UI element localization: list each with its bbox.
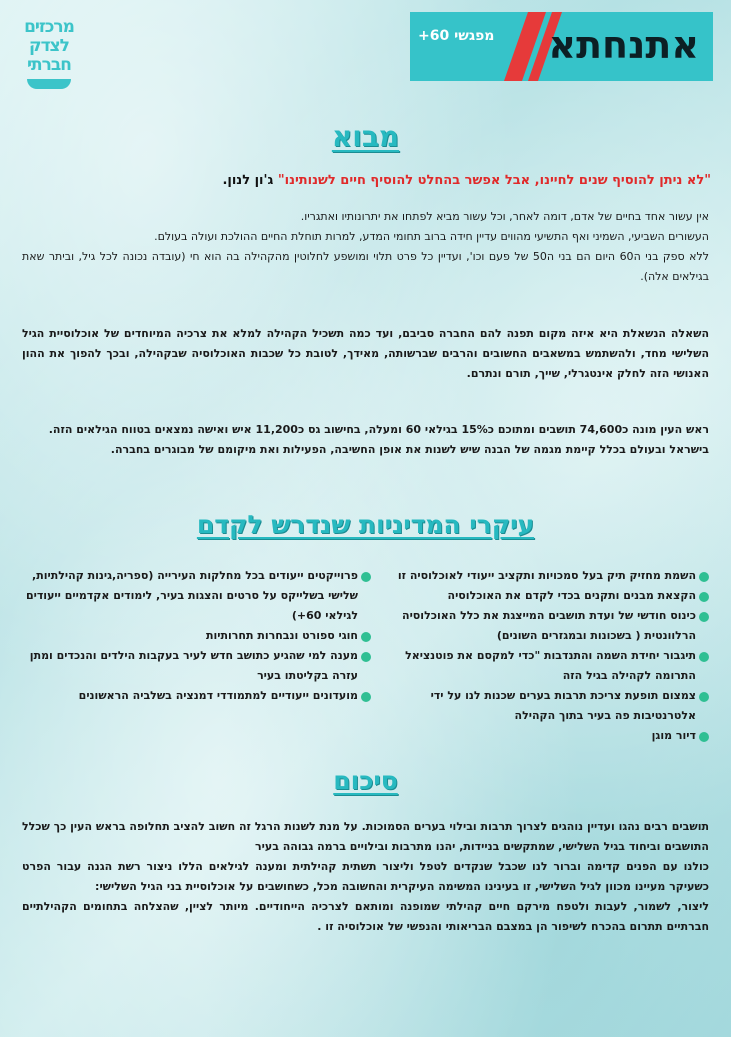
quote-text: "לא ניתן להוסיף שנים לחיינו, אבל אפשר בהחלט להוסיף חיים לשנותינו" [277,173,711,188]
policy-item [21,646,371,686]
policy-item [391,686,709,726]
policy-item-text: הקצאת מבנים ותקנים בכדי לקדם את האוכלוסיה [447,589,696,602]
intro-line: העשורים השביעי, השמיני ואף התשיעי מהווים עדיין חידה ברוב תחומי המדע, למרות תוחלת החיים ההולכת ועולה בעולם. [154,230,709,243]
bullet-icon [699,732,709,742]
intro-line: ראש העין מונה כ74,600 תושבים ומתוכם כ15% בגילאי 60 ומעלה, בחישוב גס כ11,200 איש ואישה נמצאים בטווח הגילאים הזה. [48,423,709,436]
policy-item [21,626,371,646]
intro-line: ללא ספק בני ה60 היום הם בני ה50 של פעם וכו', ועדיין כל פרט תלוי ומושפע לחלוטין מהקהילה בה הוא חי (עובדה נכונה לכל גיל, וביתר שאת בגילאים אלה). [22,250,710,283]
bullet-icon [361,652,371,662]
intro-paragraph-3 [22,420,709,460]
summary-line: כולנו עם הפנים קדימה וברור לנו שכבל שנקדים לטפל וליצור תשתית קהילתית ומענה לגילאים הללו ניצור רשת הגנה עבור הפרט כשעיקר מעיינו מכוון לגיל השלישי, זו בעינינו המשימה העיקרית והחשובה מכל, כשחושבים על אוכלוסיית בני הגיל השלישי: [22,860,709,893]
bullet-icon [699,592,709,602]
bullet-icon [361,632,371,642]
summary-heading: סיכום [333,766,398,795]
logo-bowl-icon [27,79,71,89]
intro-quote [20,172,711,190]
intro-line: בישראל ובעולם בכלל קיימת מגמה של הבנה שיש לשנות את אופן החשיבה, הפעילות ואת מיקומם של מבוגרים בחברה. [110,443,709,456]
banner-title: אתנחתא [548,23,699,67]
header-banner [410,12,713,81]
policy-item [391,586,709,606]
intro-paragraph-2 [22,324,709,384]
policy-item-text: דיור מוגן [651,729,696,742]
policy-list-right [391,566,709,746]
intro-line: אין עשור אחד בחיים של אדם, דומה לאחר, וכל עשור מביא לפתחו את יתרונותיו ואתגריו. [300,210,709,223]
intro-line: השאלה הנשאלת היא איזה מקום תפנה להם החברה סביבם, ועד כמה תשכיל הקהילה למלא את צרכיה המיוחדים של אוכלוסיית הגיל השלישי מחד, ולהשתמש במשאבים החשובים והרבים שברשותה, מאידך, לטובת כל שכבות האוכלוסיה שבקהילה, ובכך להפוך את ההון האנושי הזה לחלק אינטגרלי, שייך, תורם ונתרם. [22,327,709,380]
policy-item [391,566,709,586]
policy-item-text: צמצום תופעת צריכת תרבות בערים שכנות לנו על ידי אלטרנטיבות פה בעיר בתוך הקהילה [430,689,696,722]
policy-item [391,726,709,746]
bullet-icon [699,652,709,662]
policy-item-text: פרוייקטים ייעודים בכל מחלקות העירייה (ספריה,גינות קהילתיות, שלישי בשלייקס על סרטים והצגות בעיר, לימודים אקדמיים ייעודים לגילאי 60+) [25,569,358,622]
summary-line: ליצור, לשמור, לעבות ולטפח מירקם חיים קהילתי שמופנה ומותאם לצרכיה הייחודיים. מיותר לציין, שהצלחה בתחומים הקהילתיים חברתיים תתרום בהכרח לשיפור הן במצבם הבריאותי והנפשי של אוכלוסיה זו . [22,900,709,933]
policy-heading: עיקרי המדיניות שנדרש לקדם [196,510,535,539]
policy-item-text: חוגי ספורט ונבחרות תחרותיות [205,629,358,642]
policy-item [21,686,371,706]
policy-item [391,606,709,646]
policy-item-text: מענה למי שהגיע כתושב חדש לעיר בעקבות הילדים והנכדים ומתן עזרה בקליטתו בעיר [29,649,358,682]
bullet-icon [361,572,371,582]
policy-item-text: השמת מחזיק תיק בעל סמכויות ותקציב ייעודי לאוכלוסיה זו [397,569,696,582]
summary-line: תושבים רבים נהגו ועדיין נוהגים לצרוך תרבות ובילוי בערים הסמוכות. על מנת לשנות הרגל זה חשוב להציב תחלופה בראש העין כך שכלל התושבים וביחוד בגיל השלישי, שמתקשים בניידות, יהנו מתרבות ובילויים ברמה גבוהה בעיר [22,820,709,853]
policy-item-text: כינוס חודשי של ועדת תושבים המייצגת את כלל האוכלוסיה הרלוונטית ( בשכונות ובמגזרים השונים) [402,609,696,642]
banner-tag: מפגשי 60+ [418,28,495,44]
bullet-icon [361,692,371,702]
logo-line-2: לצדק [29,36,69,56]
bullet-icon [699,692,709,702]
policy-item-text: מועדונים ייעודיים למתמודדי דמנציה בשלביה הראשונים [78,689,358,702]
policy-item [21,566,371,626]
bullet-icon [699,572,709,582]
org-logo [20,18,78,100]
intro-heading: מבוא [331,120,400,153]
logo-line-3: חברתי [27,55,71,75]
policy-list-left [21,566,371,706]
bullet-icon [699,612,709,622]
policy-item [391,646,709,686]
summary-paragraph [22,817,709,937]
intro-paragraph-1 [22,207,709,287]
logo-line-1: מרכזים [24,17,74,37]
quote-author: ג'ון לנון. [222,173,274,188]
policy-item-text: תיגבור יחידת השמה והתנדבות "כדי למקסם את פוטנציאל התרומה לקהילה בגיל הזה [405,649,696,682]
